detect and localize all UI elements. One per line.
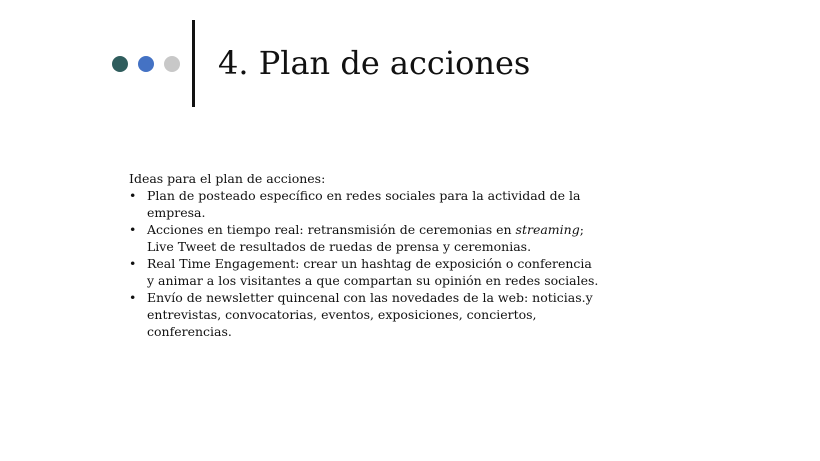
slide-body <box>129 170 599 340</box>
bullet-icon: • <box>129 188 137 203</box>
decorative-dots <box>112 56 180 72</box>
bullet-text-emphasis: streaming <box>515 222 580 237</box>
bullet-list <box>129 187 599 340</box>
bullet-item <box>129 221 599 255</box>
bullet-text-after: ; Live Tweet de resultados de ruedas de prensa y ceremonias. <box>147 222 584 254</box>
intro-text: Ideas para el plan de acciones: <box>129 171 326 186</box>
bullet-icon: • <box>129 290 137 305</box>
title-divider <box>192 20 195 107</box>
dot-light-gray <box>164 56 180 72</box>
dot-blue <box>138 56 154 72</box>
bullet-text: Envío de newsletter quincenal con las novedades de la web: noticias.y entrevistas, convocatorias, eventos, exposiciones, conciertos, conferencias. <box>147 290 593 339</box>
bullet-item <box>129 187 599 221</box>
bullet-icon: • <box>129 222 137 237</box>
bullet-item <box>129 255 599 289</box>
bullet-icon: • <box>129 256 137 271</box>
bullet-text-before: Acciones en tiempo real: retransmisión de ceremonias en <box>147 222 516 237</box>
dot-dark-teal <box>112 56 128 72</box>
bullet-item <box>129 289 599 340</box>
bullet-text: Real Time Engagement: crear un hashtag de exposición o conferencia y animar a los visitantes a que compartan su opinión en redes sociales. <box>147 256 599 288</box>
slide-title: 4. Plan de acciones <box>218 44 531 82</box>
bullet-text: Plan de posteado específico en redes sociales para la actividad de la empresa. <box>147 188 581 220</box>
